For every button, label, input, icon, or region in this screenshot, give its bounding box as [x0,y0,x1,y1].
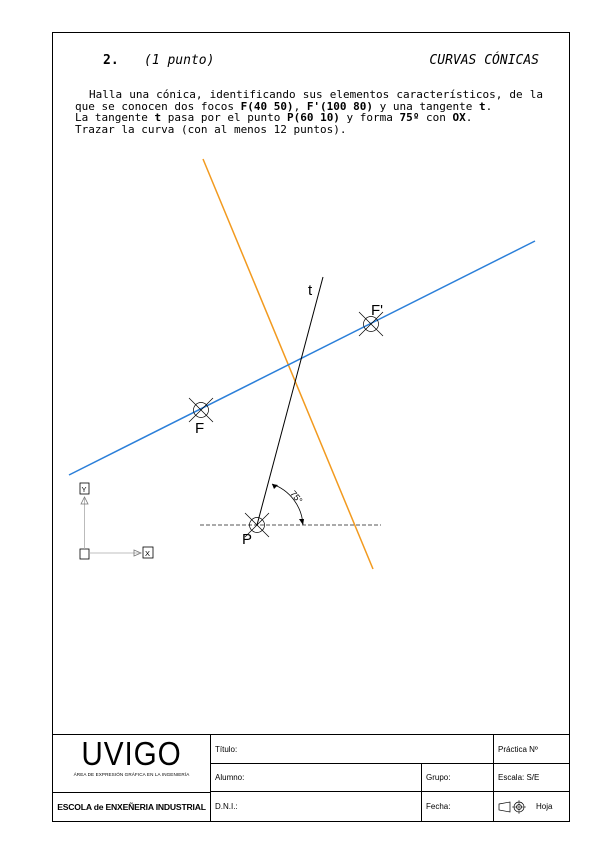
tangent-name: t [479,99,486,113]
projection-symbol-icon [498,800,532,814]
escala-field[interactable]: Escala: S/E [493,764,569,791]
statement-text: , [293,99,307,113]
focal-axis-line [69,241,535,475]
grupo-field[interactable]: Grupo: [421,764,493,791]
student-row [211,764,569,792]
statement-text: y una tangente [373,99,480,113]
statement-text: Halla una cónica, identificando sus elementos característicos, de la que se conocen dos focos [75,88,543,113]
focus-f-prime-coords: F'(100 80) [306,99,374,113]
hoja-label: Hoja [536,802,553,811]
fecha-field[interactable]: Fecha: [421,792,493,821]
angle-value: 75º [399,111,420,124]
problem-points: (1 punto) [144,53,215,68]
angle-label: 75° [288,488,305,506]
perpendicular-line [203,159,373,569]
focus-f-marker [189,398,213,422]
focus-f-coords: F(40 50) [240,99,294,113]
title-block [53,734,569,821]
axis-x-label: X [145,549,151,558]
focus-f-prime-label: F' [371,302,384,319]
statement-paragraph-3: Trazar la curva (con al menos 12 puntos). [75,122,347,136]
axis-name: OX [452,111,466,124]
uvigo-logo: UVIGO [81,735,182,772]
exam-sheet [52,32,570,822]
construction-drawing [53,33,571,733]
problem-number: 2. [103,53,119,68]
statement-text: La tangente [75,111,155,124]
school-name: ESCOLA de ENXEÑERIA INDUSTRIAL [53,792,210,821]
titulo-field[interactable]: Título: [215,744,238,754]
hoja-cell [493,792,569,821]
tangent-name: t [154,111,162,124]
point-p-label: P [242,531,253,548]
statement-text: pasa por el punto [161,111,287,124]
statement-text: con [419,111,453,124]
alumno-field[interactable]: Alumno: [215,773,245,782]
logo-cell [53,735,211,821]
dni-field[interactable]: D.N.I.: [215,802,238,811]
axis-y-label: Y [81,485,87,494]
point-p-coords: P(60 10) [286,111,340,124]
practica-field[interactable]: Práctica Nº [493,735,569,763]
dni-row [211,792,569,821]
problem-topic: CURVAS CÓNICAS [429,53,539,68]
focus-f-label: F [195,420,205,437]
tangent-label: t [308,282,313,299]
statement-text: . [465,111,473,124]
statement-text: . [485,99,493,113]
axes-icon [80,483,153,559]
statement-text: y forma [339,111,400,124]
title-row [211,735,569,764]
logo-subtitle: ÁREA DE EXPRESIÓN GRÁFICA EN LA INGENIERÍA [73,772,190,777]
